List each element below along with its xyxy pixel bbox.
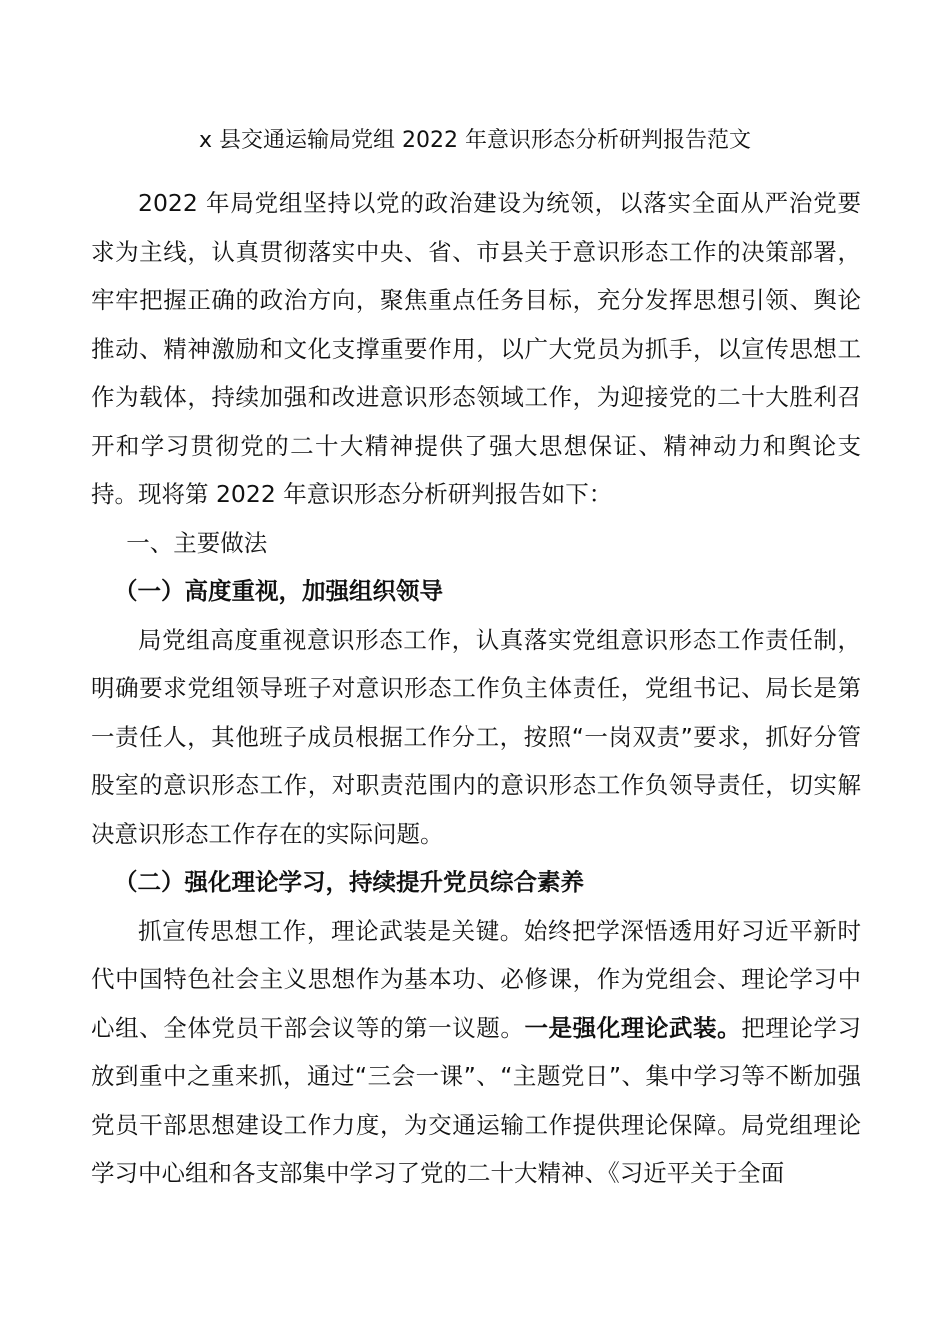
subsection-2-bold-phrase: 一是强化理论武装。 [524,1013,742,1042]
subsection-2-paragraph [91,907,861,1198]
subsection-2-text-part1: 抓宣传思想工作，理论武装是关键。始终把学深悟透用好习近平新时代中国特色社会主义思想作为基本功、必修课，作为党组会、理论学习中心组、全体党员干部会议等的第一议题。 [91,916,861,1042]
intro-paragraph: 2022 年局党组坚持以党的政治建设为统领，以落实全面从严治党要求为主线，认真贯彻落实中央、省、市县关于意识形态工作的决策部署，牢牢把握正确的政治方向，聚焦重点任务目标，充分发挥思想引领、舆论推动、精神激励和文化支撑重要作用，以广大党员为抓手，以宣传思想工作为载体，持续加强和改进意识形态领域工作，为迎接党的二十大胜利召开和学习贯彻党的二十大精神提供了强大思想保证、精神动力和舆论支持。现将第 2022 年意识形态分析研判报告如下： [91,189,861,508]
section-heading-main-practices: 一、主要做法 [126,528,268,557]
subsection-2-text-part2: 把理论学习放到重中之重来抓，通过“三会一课”、“主题党日”、集中学习等不断加强党员干部思想建设工作力度，为交通运输工作提供理论保障。局党组理论学习中心组和各支部集中学习了党的二十大精神、《习近平关于全面 [91,1013,862,1187]
document-body [91,179,861,1198]
document-title: x 县交通运输局党组 2022 年意识形态分析研判报告范文 [199,128,751,153]
subsection-heading-1: （一）高度重视，加强组织领导 [114,577,443,605]
subsection-1-paragraph: 局党组高度重视意识形态工作，认真落实党组意识形态工作责任制，明确要求党组领导班子对意识形态工作负主体责任，党组书记、局长是第一责任人，其他班子成员根据工作分工，按照“一岗双责”要求，抓好分管股室的意识形态工作，对职责范围内的意识形态工作负领导责任，切实解决意识形态工作存在的实际问题。 [91,625,861,848]
subsection-heading-2: （二）强化理论学习，持续提升党员综合素养 [114,868,584,896]
